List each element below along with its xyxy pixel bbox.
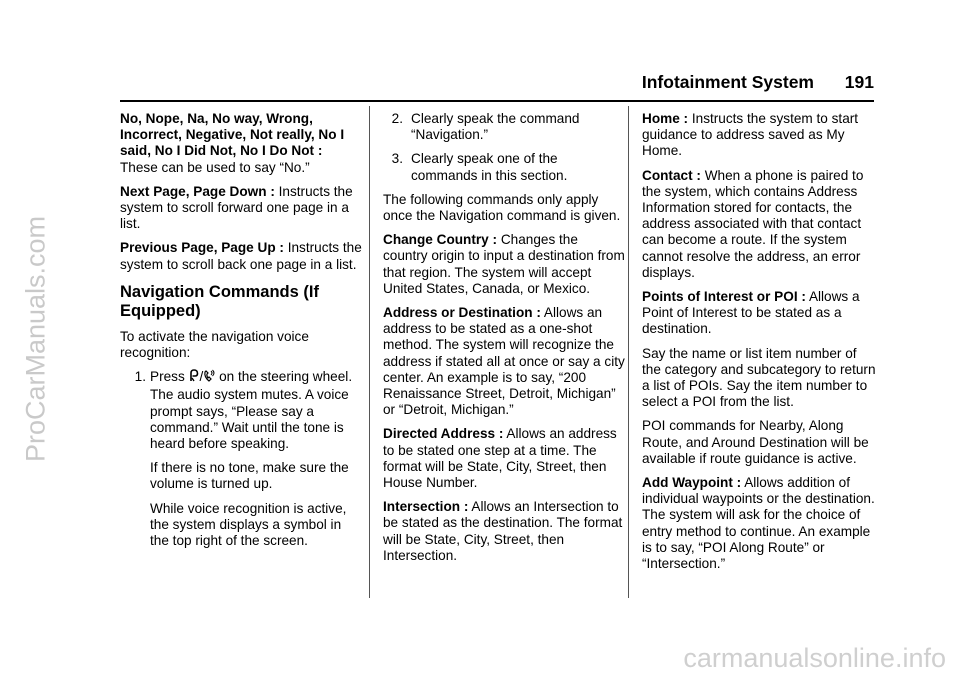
desc-home: Instructs the system to start guidance to address saved as My Home.	[642, 111, 859, 159]
term-add-waypoint: Add Waypoint :	[642, 475, 742, 491]
column-2	[383, 111, 625, 572]
paragraph-add-waypoint	[642, 475, 876, 572]
commands-intro: The following commands only apply once the Navigation command is given.	[383, 191, 621, 224]
section-title: Infotainment System	[641, 72, 814, 92]
paragraph-home	[642, 111, 876, 160]
term-no: No, Nope, Na, No way, Wrong, Incorrect, Negative, Not really, No I said, No I Did Not, No I Do Not :	[120, 111, 345, 159]
term-address: Address or Destination :	[383, 305, 541, 321]
desc-no: These can be used to say “No.”	[120, 159, 310, 175]
desc-directed-address: Allows an address to be stated one step at a time. The format will be State, City, Street, then House Number.	[383, 426, 617, 491]
section-heading: Navigation Commands (If Equipped)	[120, 282, 319, 320]
column-divider-2	[628, 106, 629, 598]
intro-paragraph: To activate the navigation voice recognition:	[120, 328, 309, 361]
step-1-text: on the steering wheel. The audio system mutes. A voice prompt says, “Please say a command.” Wait until the tone is heard before speaking.	[150, 369, 353, 452]
column-3	[642, 111, 876, 580]
term-intersection: Intersection :	[383, 499, 469, 515]
step-3-text: Clearly speak one of the commands in this section.	[411, 151, 568, 183]
term-change-country: Change Country :	[383, 232, 498, 248]
paragraph-change-country	[383, 232, 625, 297]
page-number: 191	[844, 72, 874, 92]
bottom-watermark: carmanualsonline.info	[683, 643, 946, 673]
term-home: Home :	[642, 111, 689, 126]
paragraph-contact	[642, 168, 876, 281]
step-number: 1.	[134, 369, 146, 385]
step-3	[383, 151, 625, 183]
paragraph-poi-list: Say the name or list item number of the category and subcategory to return a list of POIs. Say the item number to select a POI from the list.	[642, 345, 876, 410]
step-1-note-tone: If there is no tone, make sure the volume is turned up.	[150, 460, 349, 492]
step-2	[383, 111, 625, 143]
column-1	[120, 111, 362, 557]
column-divider-1	[369, 106, 370, 598]
voice-command-icon	[189, 369, 200, 387]
term-contact: Contact :	[642, 167, 701, 183]
header-rule	[120, 100, 874, 102]
step-number: 3.	[391, 151, 403, 167]
paragraph-no	[120, 111, 362, 176]
term-poi: Points of Interest or POI :	[642, 289, 806, 305]
desc-intersection: Allows an Intersection to be stated as the destination. The format will be State, City, Street, then Intersection.	[383, 499, 623, 563]
paragraph-poi	[642, 289, 876, 338]
desc-address: Allows an address to be stated as a one-shot method. The system will recognize the address if stated all at once or say a city center. An example is to say, “200 Renaissance Street, Detroit, Michigan” or “Detroit, Michigan.”	[383, 305, 625, 418]
step-1-separator: /	[199, 369, 204, 385]
desc-previous-page: Instructs the system to scroll back one page in a list.	[120, 240, 362, 272]
step-1	[120, 369, 362, 452]
paragraph-directed-address	[383, 426, 625, 491]
desc-change-country: Changes the country origin to input a destination from that region. The system will accept United States, Canada, or Mexico.	[383, 232, 625, 296]
side-watermark: ProCarManuals.com	[20, 215, 51, 463]
term-next-page: Next Page, Page Down :	[120, 183, 275, 199]
paragraph-address	[383, 305, 625, 418]
step-1-press: Press	[150, 369, 185, 385]
desc-poi: Allows a Point of Interest to be stated as a destination.	[642, 289, 860, 337]
desc-next-page: Instructs the system to scroll forward one page in a list.	[120, 183, 353, 232]
desc-contact: When a phone is paired to the system, which contains Address Information stored for contacts, the address associated with that contact can become a route. If the system cannot resolve the address, an error displays.	[642, 167, 864, 280]
term-directed-address: Directed Address :	[383, 426, 504, 442]
phone-voice-icon	[203, 369, 215, 387]
page-header	[120, 70, 874, 98]
term-previous-page: Previous Page, Page Up :	[120, 240, 284, 256]
paragraph-next-page	[120, 184, 362, 233]
paragraph-intersection	[383, 499, 625, 564]
step-number: 2.	[391, 111, 403, 126]
desc-add-waypoint: Allows addition of individual waypoints or the destination. The system will ask for the choice of entry method to continue. An example is to say, “POI Along Route” or “Intersection.”	[642, 475, 875, 572]
paragraph-poi-commands: POI commands for Nearby, Along Route, and Around Destination will be available if route guidance is active.	[642, 418, 869, 466]
step-2-text: Clearly speak the command “Navigation.”	[411, 111, 580, 143]
step-1-note-symbol: While voice recognition is active, the system displays a symbol in the top right of the screen.	[150, 500, 347, 549]
paragraph-previous-page	[120, 240, 362, 272]
